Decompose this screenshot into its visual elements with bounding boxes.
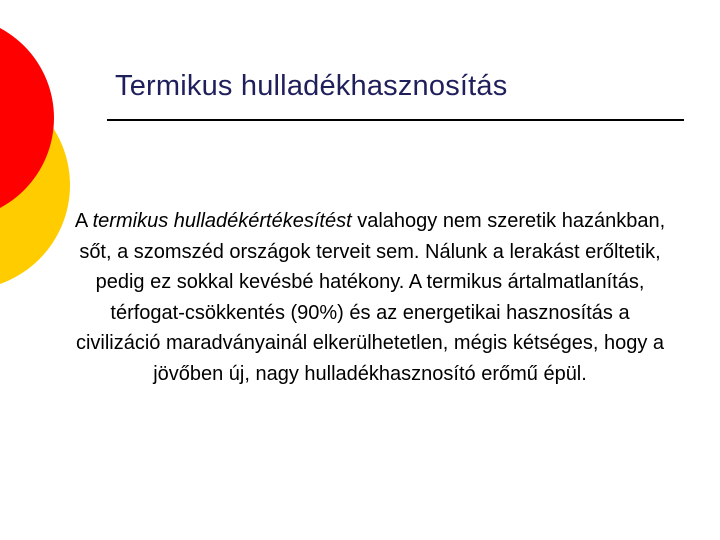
title-underline (107, 119, 684, 121)
body-text-lead: A (74, 210, 93, 232)
slide-title: Termikus hulladékhasznosítás (115, 70, 508, 102)
body-text-emphasis: termikus hulladékértékesítést (92, 210, 352, 232)
body-paragraph (70, 206, 670, 389)
body-text-rest: valahogy nem szeretik hazánkban, sőt, a szomszéd országok terveit sem. Nálunk a lerakást erőltetik, pedig ez sokkal kevésbé hatékony. A termikus ártalmatlanítás, térfogat-csökkentés (90%) és az energetikai hasznosítás a civilizáció maradványainál elkerülhetetlen, mégis kétséges, hogy a jövőben új, nagy hulladékhasznosító erőmű épül. (75, 210, 666, 385)
